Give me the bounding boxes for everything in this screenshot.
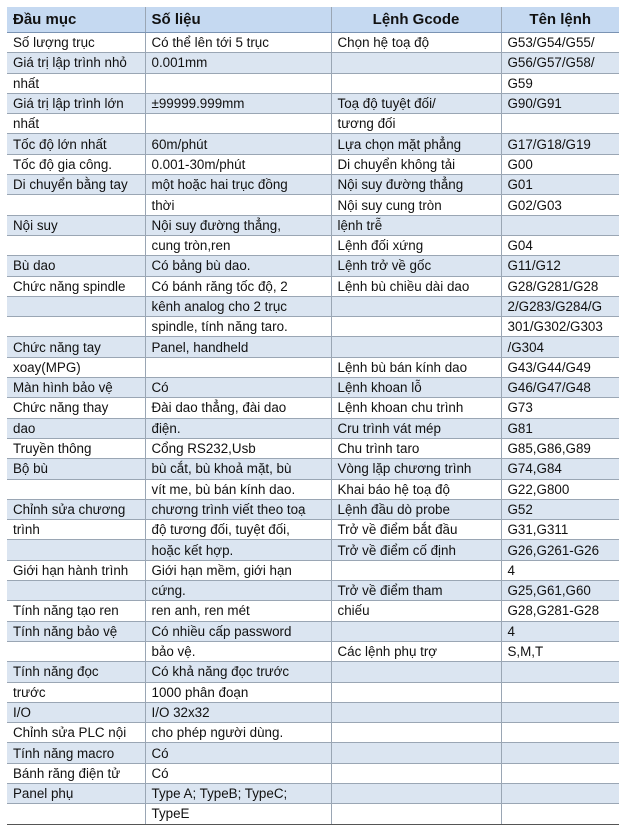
cell-value: chương trình viết theo toạ [145, 499, 331, 519]
cell-category: Tính năng tạo ren [7, 601, 145, 621]
cell-gcode [331, 702, 501, 722]
cell-category: Chỉnh sửa chương [7, 499, 145, 519]
cell-command-name [501, 783, 619, 803]
cell-command-name: G53/G54/G55/ [501, 33, 619, 53]
table-row [7, 662, 619, 682]
table-row [7, 499, 619, 519]
cell-value [145, 114, 331, 134]
cell-command-name [501, 743, 619, 763]
table-row [7, 398, 619, 418]
table-row [7, 73, 619, 93]
cell-category [7, 641, 145, 661]
header-value: Số liệu [145, 7, 331, 33]
table-row [7, 296, 619, 316]
table-row [7, 702, 619, 722]
cell-gcode: Lựa chọn mặt phẳng [331, 134, 501, 154]
table-row [7, 723, 619, 743]
cell-command-name [501, 702, 619, 722]
cell-gcode: Chọn hệ toạ độ [331, 33, 501, 53]
cell-category: Bộ bù [7, 459, 145, 479]
cell-command-name: G25,G61,G60 [501, 581, 619, 601]
cell-command-name: G85,G86,G89 [501, 438, 619, 458]
cell-gcode: tương đối [331, 114, 501, 134]
cell-gcode [331, 296, 501, 316]
cell-category: Bánh răng điện tử [7, 763, 145, 783]
cell-gcode: Trở về điểm cố định [331, 540, 501, 560]
table-row [7, 276, 619, 296]
cell-value: Có [145, 378, 331, 398]
cell-command-name: G01 [501, 175, 619, 195]
cell-value: 60m/phút [145, 134, 331, 154]
cell-command-name: G17/G18/G19 [501, 134, 619, 154]
cell-command-name: /G304 [501, 337, 619, 357]
cell-command-name: G59 [501, 73, 619, 93]
cell-gcode: Lệnh khoan lỗ [331, 378, 501, 398]
cell-value: kênh analog cho 2 trục [145, 296, 331, 316]
table-row [7, 804, 619, 824]
cell-command-name: G43/G44/G49 [501, 357, 619, 377]
table-row [7, 601, 619, 621]
cell-gcode: Lệnh đối xứng [331, 235, 501, 255]
cell-gcode: Lệnh bù bán kính dao [331, 357, 501, 377]
table-row [7, 53, 619, 73]
cell-command-name: G02/G03 [501, 195, 619, 215]
cell-gcode [331, 621, 501, 641]
cell-category: trình [7, 520, 145, 540]
cell-gcode: chiếu [331, 601, 501, 621]
cell-gcode: Vòng lặp chương trình [331, 459, 501, 479]
cell-value: Có thể lên tới 5 trục [145, 33, 331, 53]
cell-category [7, 317, 145, 337]
cell-value: 1000 phân đoạn [145, 682, 331, 702]
cell-category: Giá trị lập trình lớn [7, 93, 145, 113]
cell-command-name: G73 [501, 398, 619, 418]
cell-category [7, 296, 145, 316]
cell-gcode: Trở về điểm tham [331, 581, 501, 601]
cell-gcode: Các lệnh phụ trợ [331, 641, 501, 661]
cell-value: độ tương đối, tuyệt đối, [145, 520, 331, 540]
cell-value: cứng. [145, 581, 331, 601]
cell-category: Giới hạn hành trình [7, 560, 145, 580]
cell-value: TypeE [145, 804, 331, 824]
cell-category [7, 195, 145, 215]
table-row [7, 438, 619, 458]
cell-gcode [331, 682, 501, 702]
cell-gcode [331, 317, 501, 337]
cell-command-name: G28/G281/G28 [501, 276, 619, 296]
table-row [7, 195, 619, 215]
cell-command-name: G11/G12 [501, 256, 619, 276]
table-row [7, 641, 619, 661]
cell-value: 0.001mm [145, 53, 331, 73]
cell-command-name [501, 215, 619, 235]
cell-gcode: Cru trình vát mép [331, 418, 501, 438]
cell-category [7, 235, 145, 255]
header-row [7, 7, 619, 33]
cell-gcode: Nội suy đường thẳng [331, 175, 501, 195]
table-row [7, 154, 619, 174]
cell-gcode [331, 783, 501, 803]
cell-value: ±99999.999mm [145, 93, 331, 113]
cell-value: Có [145, 763, 331, 783]
table-body [7, 33, 619, 825]
table-row [7, 682, 619, 702]
table-row [7, 378, 619, 398]
cell-command-name: G46/G47/G48 [501, 378, 619, 398]
cell-gcode: Chu trình taro [331, 438, 501, 458]
cell-category: Chức năng spindle [7, 276, 145, 296]
cell-value: Có [145, 743, 331, 763]
cell-command-name: S,M,T [501, 641, 619, 661]
cell-gcode: Lệnh bù chiều dài dao [331, 276, 501, 296]
cell-command-name [501, 723, 619, 743]
table-row [7, 317, 619, 337]
cell-category [7, 804, 145, 824]
cell-category: Chỉnh sửa PLC nội [7, 723, 145, 743]
cell-command-name [501, 804, 619, 824]
cell-value: Type A; TypeB; TypeC; [145, 783, 331, 803]
cell-category: nhất [7, 73, 145, 93]
table-row [7, 215, 619, 235]
cell-command-name: G52 [501, 499, 619, 519]
cell-command-name: G26,G261-G26 [501, 540, 619, 560]
cell-value: Có nhiều cấp password [145, 621, 331, 641]
table-row [7, 459, 619, 479]
cell-command-name [501, 662, 619, 682]
cell-value: bảo vệ. [145, 641, 331, 661]
cell-value: bù cắt, bù khoả mặt, bù [145, 459, 331, 479]
cell-gcode [331, 662, 501, 682]
cell-value: cho phép người dùng. [145, 723, 331, 743]
cell-category: Panel phụ [7, 783, 145, 803]
cell-category: Tính năng macro [7, 743, 145, 763]
cell-gcode [331, 337, 501, 357]
cell-value [145, 357, 331, 377]
cell-command-name: G90/G91 [501, 93, 619, 113]
cell-value: Có bảng bù dao. [145, 256, 331, 276]
cell-value: thời [145, 195, 331, 215]
cell-gcode: Lệnh đầu dò probe [331, 499, 501, 519]
cell-category: Giá trị lập trình nhỏ [7, 53, 145, 73]
cell-category [7, 581, 145, 601]
cell-value: Cổng RS232,Usb [145, 438, 331, 458]
cell-gcode [331, 73, 501, 93]
cell-command-name: 2/G283/G284/G [501, 296, 619, 316]
cell-gcode [331, 804, 501, 824]
cell-command-name: G31,G311 [501, 520, 619, 540]
cell-value: Giới hạn mềm, giới hạn [145, 560, 331, 580]
table-row [7, 256, 619, 276]
cell-category: dao [7, 418, 145, 438]
cell-value: cung tròn,ren [145, 235, 331, 255]
cell-value: hoặc kết hợp. [145, 540, 331, 560]
header-command-name: Tên lệnh [501, 7, 619, 33]
cell-category: Di chuyển bằng tay [7, 175, 145, 195]
table-row [7, 114, 619, 134]
cell-command-name: G74,G84 [501, 459, 619, 479]
cell-category: Tính năng đọc [7, 662, 145, 682]
cell-category: Màn hình bảo vệ [7, 378, 145, 398]
cell-gcode: Trở về điểm bắt đầu [331, 520, 501, 540]
cell-command-name: G00 [501, 154, 619, 174]
cell-gcode: Lệnh khoan chu trình [331, 398, 501, 418]
cell-category: Truyền thông [7, 438, 145, 458]
cell-category: xoay(MPG) [7, 357, 145, 377]
table-row [7, 540, 619, 560]
cell-value: một hoặc hai trục đồng [145, 175, 331, 195]
cell-gcode [331, 560, 501, 580]
cell-gcode: Toạ độ tuyệt đối/ [331, 93, 501, 113]
cell-category: Chức năng tay [7, 337, 145, 357]
cell-command-name [501, 763, 619, 783]
table-row [7, 235, 619, 255]
cell-command-name: G56/G57/G58/ [501, 53, 619, 73]
cell-value: spindle, tính năng taro. [145, 317, 331, 337]
cell-gcode: Khai báo hệ toạ độ [331, 479, 501, 499]
table-row [7, 134, 619, 154]
cell-category: Số lượng trục [7, 33, 145, 53]
table-row [7, 581, 619, 601]
table-row [7, 621, 619, 641]
cell-category: I/O [7, 702, 145, 722]
table-row [7, 337, 619, 357]
table-row [7, 520, 619, 540]
cell-category: Nội suy [7, 215, 145, 235]
table-row [7, 175, 619, 195]
cell-value: điện. [145, 418, 331, 438]
cell-category [7, 479, 145, 499]
cell-value [145, 73, 331, 93]
cell-category: Tốc độ lớn nhất [7, 134, 145, 154]
cell-category: Tính năng bảo vệ [7, 621, 145, 641]
cell-gcode [331, 723, 501, 743]
cell-gcode: Lệnh trở về gốc [331, 256, 501, 276]
cell-value: vít me, bù bán kính dao. [145, 479, 331, 499]
cell-gcode: lệnh trễ [331, 215, 501, 235]
table-row [7, 560, 619, 580]
cell-category: Chức năng thay [7, 398, 145, 418]
cell-command-name: 4 [501, 560, 619, 580]
cell-command-name: 4 [501, 621, 619, 641]
cell-value: 0.001-30m/phút [145, 154, 331, 174]
cell-gcode [331, 743, 501, 763]
cell-gcode: Nội suy cung tròn [331, 195, 501, 215]
cell-category: nhất [7, 114, 145, 134]
cell-command-name: G04 [501, 235, 619, 255]
cell-command-name [501, 114, 619, 134]
cell-value: Đài dao thẳng, đài dao [145, 398, 331, 418]
cell-command-name: 301/G302/G303 [501, 317, 619, 337]
spec-table [7, 7, 619, 825]
cell-gcode [331, 53, 501, 73]
table-row [7, 783, 619, 803]
header-gcode: Lệnh Gcode [331, 7, 501, 33]
cell-command-name [501, 682, 619, 702]
cell-value: ren anh, ren mét [145, 601, 331, 621]
cell-value: Panel, handheld [145, 337, 331, 357]
table-row [7, 93, 619, 113]
cell-command-name: G28,G281-G28 [501, 601, 619, 621]
table-row [7, 479, 619, 499]
table-row [7, 743, 619, 763]
cell-gcode: Di chuyển không tải [331, 154, 501, 174]
cell-command-name: G81 [501, 418, 619, 438]
table-row [7, 763, 619, 783]
table-row [7, 357, 619, 377]
cell-category [7, 540, 145, 560]
header-category: Đầu mục [7, 7, 145, 33]
cell-value: Có khả năng đọc trước [145, 662, 331, 682]
cell-value: Nội suy đường thẳng, [145, 215, 331, 235]
cell-command-name: G22,G800 [501, 479, 619, 499]
cell-category: Bù dao [7, 256, 145, 276]
cell-value: I/O 32x32 [145, 702, 331, 722]
cell-category: Tốc độ gia công. [7, 154, 145, 174]
cell-category: trước [7, 682, 145, 702]
table-row [7, 418, 619, 438]
cell-value: Có bánh răng tốc độ, 2 [145, 276, 331, 296]
cell-gcode [331, 763, 501, 783]
table-row [7, 33, 619, 53]
